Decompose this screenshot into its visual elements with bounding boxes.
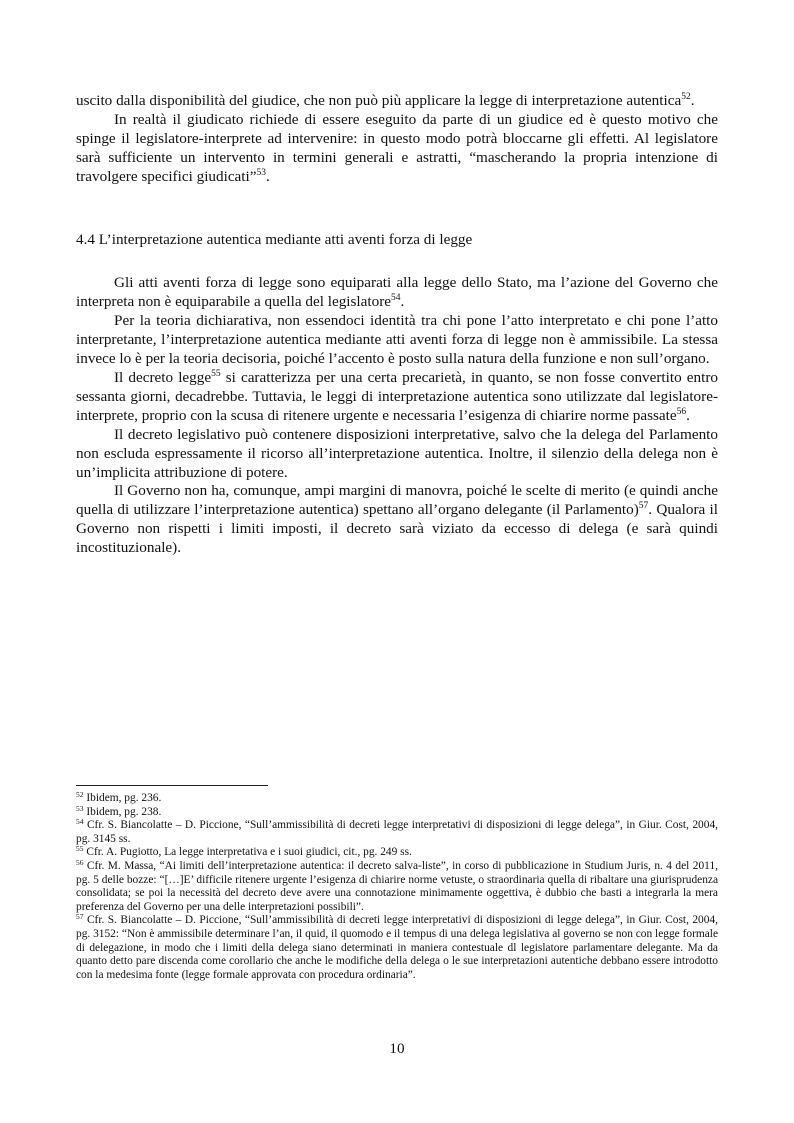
footnote-rule [76, 785, 268, 786]
paragraph-4: Per la teoria dichiarativa, non essendoci identità tra chi pone l’atto interpretato e chi pone l’atto interpretante, l’interpretazione autentica mediante atti aventi forza di legge non è ammissibile. La stessa invece lo è per la teoria decisoria, poiché l’accento è posto sulla natura della funzione e non sull’organo. [76, 312, 718, 368]
footnote-54: $^{54}$ Cfr. S. Biancolatte – D. Piccione, “Sull’ammissibilità di decreti legge interpretativi di disposizioni di legge delega”, in Giur. Cost, 2004, pg. 3145 ss. [76, 817, 718, 845]
paragraph-7: Il Governo non ha, comunque, ampi margini di manovra, poiché le scelte di merito (e quindi anche quella di utilizzare l’interpretazione autentica) spettano all’organo delegante (il Parlamento)$^{57}$. Qualora il Governo non rispetti i limiti imposti, il decreto sarà viziato da eccesso di delega (e sarà quindi incostituzionale). [76, 482, 718, 557]
paragraph-3: Gli atti aventi forza di legge sono equiparati alla legge dello Stato, ma l’azione del Governo che interpreta non è equiparabile a quella del legislatore$^{54}$. [76, 274, 718, 311]
paragraph-5: Il decreto legge$^{55}$ si caratterizza per una certa precarietà, in quanto, se non fosse convertito entro sessanta giorni, decadrebbe. Tuttavia, le leggi di interpretazione autentica sono utilizzate dal legislatore-interprete, proprio con la scusa di ritenere urgente e necessaria l’esigenza di chiarire norme passate$^{56}$. [76, 368, 719, 424]
footnote-ref-56[interactable]: 56 [676, 406, 687, 417]
footnote-53: $^{53}$ Ibidem, pg. 238. [76, 803, 162, 818]
paragraph-6: Il decreto legislativo può contenere disposizioni interpretative, salvo che la delega del Parlamento non escluda espressamente il ricorso all’interpretazione autentica. Inoltre, il silenzio della delega non è un’implicita attribuzione di potere. [76, 425, 718, 481]
footnote-ref-55[interactable]: 55 [211, 368, 221, 379]
footnote-ref-52[interactable]: 52 [681, 92, 691, 102]
footnote-55: $^{55}$ Cfr. A. Pugiotto, La legge interpretativa e i suoi giudici, cit., pg. 249 ss. [76, 844, 412, 859]
page-number: 10 [389, 1040, 405, 1057]
paragraph-1: uscito dalla disponibilità del giudice, che non può più applicare la legge di interpretazione autentica$^{52}$. [76, 92, 695, 109]
footnote-ref-54[interactable]: 54 [391, 293, 401, 304]
footnote-52: $^{52}$ Ibidem, pg. 236. [76, 790, 162, 804]
paragraph-2: In realtà il giudicato richiede di essere eseguito da parte di un giudice ed è questo motivo che spinge il legislatore-interprete ad intervenire: in questo modo potrà bloccarne gli effetti. Al legislatore sarà sufficiente un intervento in termini generali e astratti, “mascherando la propria intenzione di travolgere specifici giudicati”$^{53}$. [76, 110, 718, 185]
footnote-57: $^{57}$ Cfr. S. Biancolatte – D. Piccione, “Sull’ammissibilità di decreti legge interpretativi di disposizioni di legge delega”, in Giur. Cost, 2004, pg. 3152: “Non è ammissibile determinare l’an, il quid, il quomodo e il tempus di una delega legislativa al governo se non con legge formale di delegazione, in modo che i limiti della delega siano determinati in maniera contestuale dl legislatore parlamentare delegante. Ma da quanto detto pare discenda come corollario che anche le modifiche della delega o le sue interpretazioni autentiche debbano essere introdotto con la medesima fonte (legge formale approvata con procedura ordinaria”. [76, 912, 718, 981]
section-heading: 4.4 L’interpretazione autentica mediante atti aventi forza di legge [76, 230, 473, 248]
page-body [76, 92, 718, 558]
footnote-ref-53[interactable]: 53 [256, 167, 266, 178]
footnotes [76, 785, 718, 982]
footnote-ref-57[interactable]: 57 [638, 501, 649, 512]
footnote-56: $^{56}$ Cfr. M. Massa, “Ai limiti dell’interpretazione autentica: il decreto salva-liste”, in corso di pubblicazione in Studium Juris, n. 4 del 2011, pg. 5 delle bozze: “[…]E’ difficile ritenere urgente l’esigenza di chiarire norme vetuste, o straordinaria quella di ribaltare una giurisprudenza consolidata; se poi la necessità del decreto deve avere una connotazione minimamente oggettiva, è dubbio che basti a integrarla la mera preferenza del Governo per una delle interpretazioni possibili”. [76, 857, 718, 913]
